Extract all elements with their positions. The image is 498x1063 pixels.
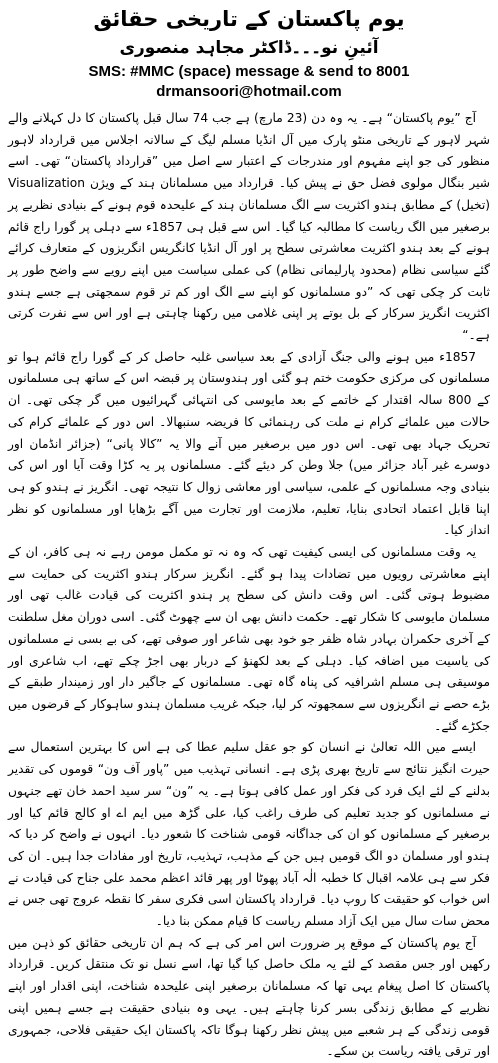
article-title: یوم پاکستان کے تاریخی حقائق: [93, 7, 405, 31]
paragraph: 1857ء میں ہونے والی جنگ آزادی کے بعد سیاسی غلبہ حاصل کر کے گورا راج قائم ہوا تو مسلمانوں کی مرکزی حکومت ختم ہو گئی اور ہندوستان پر قبضہ اس کے ساتھ ہی مسلمانوں کے 800 سالہ اقتدار کے خاتمے کے بعد مایوسی کی انتہائی گہرائیوں میں گر چکی تھی۔ ان حالات میں علمائے کرام نے ملت کی رہنمائی کا فریضہ سنبھالا۔ اس دور کے علمائے کرام کی تحریک جہاد بھی تھی۔ اس دور میں برصغیر میں آنے والا یہ ”کالا پانی“ (جزائر انڈمان اور دوسرے غیر آباد جزائر میں) جلا وطن کر دیئے گئے۔ مسلمانوں پر یہ کڑا وقت آیا اور اس کی بنیادی وجہ مسلمانوں کے علمی، سیاسی اور معاشی زوال کا نتیجہ تھی۔ انگریز نے ہندو کو ہی اپنا قابل اعتماد اتحادی بنایا، تعلیم، ملازمت اور تجارت میں آگے بڑھایا اور مسلمانوں کو نظر انداز کیا۔: [8, 349, 490, 538]
article-body: [8, 108, 490, 1063]
paragraph: آج ”یوم پاکستان“ ہے۔ یہ وہ دن (23 مارچ) ہے جب 74 سال قبل پاکستان کا دل کہلانے والے شہر لاہور کے تاریخی منٹو پارک میں آل انڈیا مسلم لیگ کے سالانہ اجلاس میں قرارداد لاہور منظور کی جو اپنے مفہوم اور مندرجات کے اعتبار سے اصل میں ”قرارداد پاکستان“ تھی۔ اسے شیر بنگال مولوی فضل حق نے پیش کیا۔ قرارداد میں مسلمانان ہند کے ویژن Visualization (تخیل) کے مطابق ہندو اکثریت سے الگ مسلمانان ہند کے علیحدہ قوم ہونے کے بنیادی نظریے پر برصغیر میں الگ ریاست کا مطالبہ کیا گیا۔ اس سے قبل ہی 1857ء سے دہلی پر گورا راج قائم ہونے کے بعد ہندو اکثریت معاشرتی سطح پر اور آل انڈیا کانگریس انگریزوں کے متعارف کرائے گئے سیاسی نظام (محدود پارلیمانی نظام) کی عملی سیاست میں اپنے رویے سے واضح طور پر ثابت کر چکی تھی کہ ”دو مسلمانوں کو اپنے سے الگ اور کم تر قوم سمجھتی ہے جسے ہندو اکثریت انگریز سرکار کے بل بوتے پر اپنی غلامی میں رکھنا چاہتی ہے اور اس سے نفرت کرتی ہے۔“: [8, 111, 490, 343]
author-email: drmansoori@hotmail.com: [156, 83, 342, 100]
sms-line: SMS: #MMC (space) message & send to 8001: [88, 63, 410, 80]
paragraph: ایسے میں اللہ تعالیٰ نے انسان کو جو عقل سلیم عطا کی ہے اس کا بہترین استعمال سے حیرت انگیز نتائج سے تاریخ بھری پڑی ہے۔ انسانی تہذیب میں ”پاور آف ون“ قوموں کی تقدیر بدلنے کے لئے ایک فرد کی فکر اور عمل کافی ہوتا ہے۔ یہ ”ون“ سر سید احمد خان تھے جنہوں نے مسلمانوں کو جدید تعلیم کی طرف راغب کیا، علی گڑھ میں ایم اے او کالج قائم کیا اور برصغیر کے مسلمانوں کو ان کی جداگانہ قومی شناخت کا شعور دیا۔ انہوں نے واضح کر دیا کہ ہندو اور مسلمان دو الگ قومیں ہیں جن کے مذہب، تہذیب، تاریخ اور مفادات جدا ہیں۔ ان کی فکر سے ہی علامہ اقبال کا خطبہ الٰہ آباد پھوٹا اور پھر قائد اعظم محمد علی جناح کی قیادت نے اس خواب کو حقیقت کا روپ دیا۔ قرارداد پاکستان اسی فکری سفر کا نقطہ عروج تھی جس نے محض سات سال میں ایک آزاد مسلم ریاست کا قیام ممکن بنا دیا۔: [8, 740, 490, 929]
article-author: آئینِ نو۔۔۔ڈاکٹر مجاہد منصوری: [119, 38, 379, 58]
paragraph: آج یوم پاکستان کے موقع پر ضرورت اس امر کی ہے کہ ہم ان تاریخی حقائق کو ذہن میں رکھیں اور جس مقصد کے لئے یہ ملک حاصل کیا گیا تھا، اسے نسل نو تک منتقل کریں۔ قرارداد پاکستان کا اصل پیغام یہی تھا کہ مسلمانان برصغیر اپنی علیحدہ شناخت، اپنی اقدار اور اپنے نظریے کے مطابق زندگی بسر کرنا چاہتے ہیں۔ یہی وہ بنیادی حقیقت ہے جسے ہمیں اپنی قومی زندگی کے ہر شعبے میں پیش نظر رکھنا ہوگا تاکہ پاکستان ایک حقیقی فلاحی، جمہوری اور ترقی یافتہ ریاست بن سکے۔: [8, 935, 490, 1059]
article-header: [8, 4, 490, 102]
paragraph: یہ وقت مسلمانوں کی ایسی کیفیت تھی کہ وہ نہ تو مکمل مومن رہے نہ ہی کافر، ان کے اپنے معاشرتی رویوں میں تضادات پیدا ہو گئے۔ انگریز سرکار ہندو اکثریت کی حمایت سے مضبوط ہوتی گئی۔ اس وقت دانش کی سطح پر ہندو اکثریت کی قیادت غالب تھی اور مسلمان مایوسی کا شکار تھے۔ حکمت دانش بھی ان سے چھوٹ گئی۔ اسی دوران مغل سلطنت کے آخری حکمران بہادر شاہ ظفر جو خود بھی شاعر اور صوفی تھے، کی بے بسی نے مسلمانوں کی یاسیت میں اضافہ کیا۔ دہلی کے بعد لکھنؤ کے دربار بھی اجڑ چکے تھے، اب شاعری اور موسیقی ہی مسلم اشرافیہ کی پناہ گاہ تھی۔ مسلمانوں کے جاگیر دار اور زمیندار طبقے کے بڑے حصے نے انگریزوں سے سمجھوتہ کر لیا، جبکہ غریب مسلمان ہندو ساہوکار کے قرضوں میں جکڑے گئے۔: [8, 545, 490, 733]
